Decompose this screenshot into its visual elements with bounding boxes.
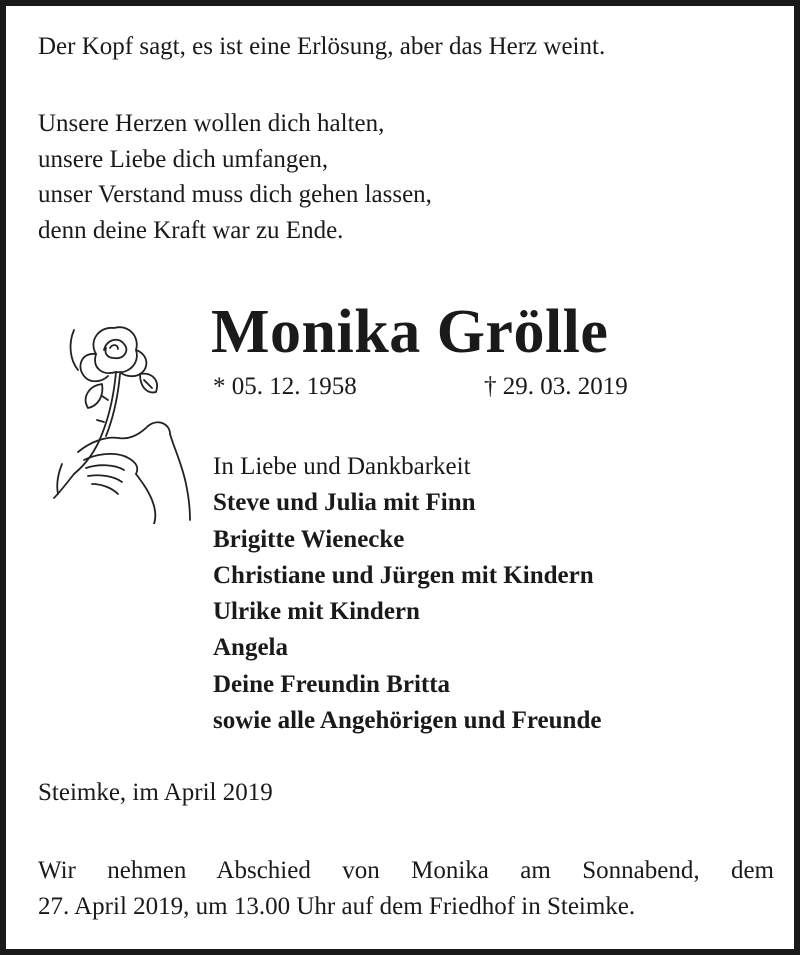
mourner-name: Christiane und Jürgen mit Kindern	[213, 561, 594, 589]
poem-line: unsere Liebe dich umfangen,	[38, 145, 329, 173]
mourner-name: Ulrike mit Kindern	[213, 598, 420, 626]
poem-line: Unsere Herzen wollen dich halten,	[38, 110, 385, 137]
farewell-line: 27. April 2019, um 13.00 Uhr auf dem Friedhof in Steimke.	[38, 893, 636, 920]
poem-line: unser Verstand muss dich gehen lassen,	[38, 181, 432, 208]
farewell-line: Wir nehmen Abschied von Monika am Sonnabend, dem	[38, 857, 774, 884]
mourner-name: sowie alle Angehörigen und Freunde	[213, 707, 602, 735]
motto-line: Der Kopf sagt, es ist eine Erlösung, aber das Herz weint.	[38, 33, 606, 60]
mourner-name: Deine Freundin Britta	[213, 670, 451, 698]
mourners-list	[213, 449, 601, 739]
rose-in-hand-icon	[44, 314, 194, 524]
mourner-name: Angela	[213, 634, 288, 662]
birth-date: * 05. 12. 1958	[213, 373, 357, 400]
farewell-notice	[38, 853, 774, 925]
place-date: Steimke, im April 2019	[38, 779, 273, 806]
mourner-name: Steve und Julia mit Finn	[213, 489, 476, 517]
mourner-name: Brigitte Wienecke	[213, 525, 405, 553]
mourners-intro: In Liebe und Dankbarkeit	[213, 453, 471, 480]
deceased-name: Monika Grölle	[211, 298, 609, 366]
poem-line: denn deine Kraft war zu Ende.	[38, 216, 344, 244]
poem	[38, 106, 432, 248]
death-date: † 29. 03. 2019	[484, 373, 628, 400]
